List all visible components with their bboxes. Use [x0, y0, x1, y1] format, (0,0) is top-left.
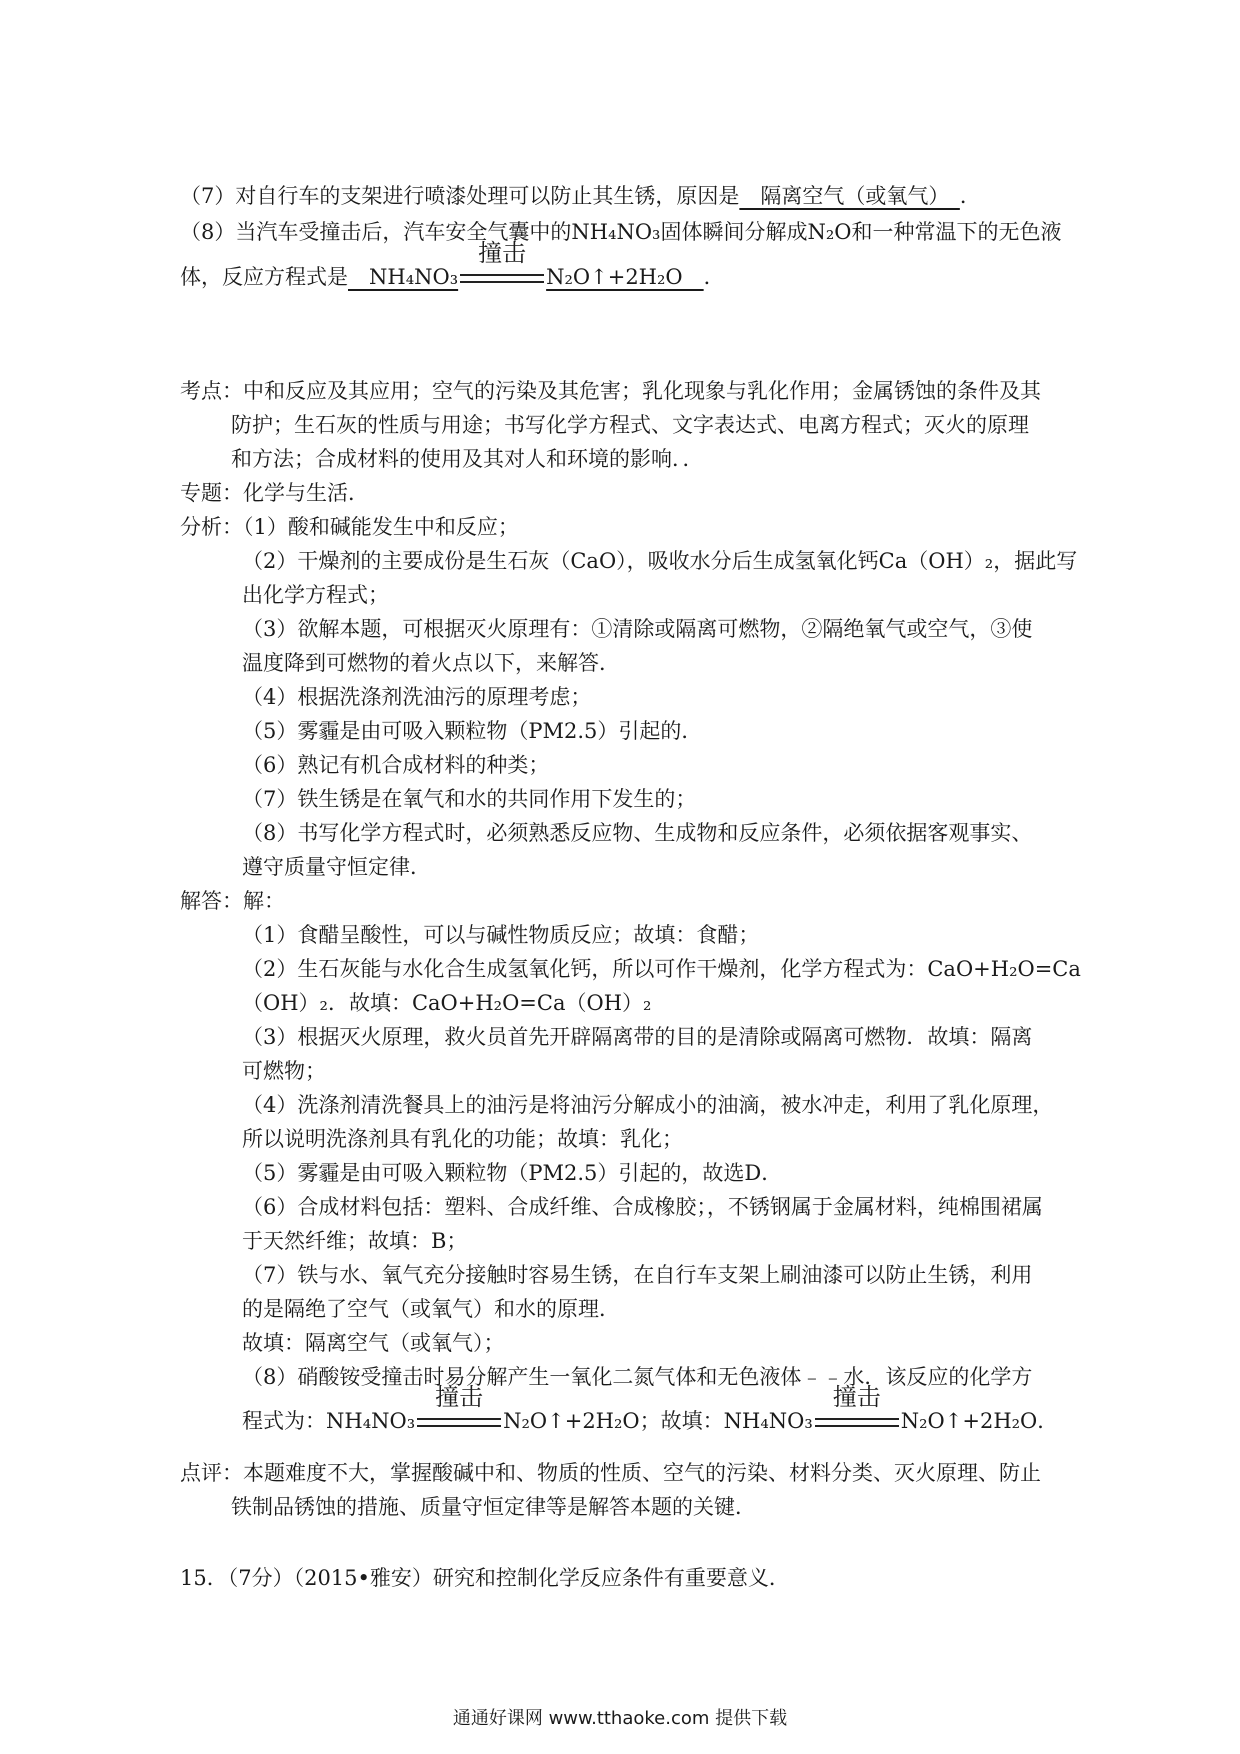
double-bar [417, 1418, 501, 1427]
jieda-equation-arrow-2 [813, 1383, 901, 1435]
zhuanti: 专题：化学与生活． [180, 481, 369, 505]
kaodian-line3: 和方法；合成材料的使用及其对人和环境的影响．． [231, 447, 704, 471]
fenxi-line7: （5）雾霾是由可吸入颗粒物（PM2.5）引起的． [242, 719, 703, 743]
q8-line1: （8）当汽车受撞击后，汽车安全气囊中的NH₄NO₃固体瞬间分解成N₂O和一种常温下的无色液 [180, 220, 1062, 244]
jieda-eq-part-c: N₂O↑+2H₂O． [900, 1409, 1059, 1433]
jieda-line12: （7）铁与水、氧气充分接触时容易生锈，在自行车支架上刷油漆可以防止生锈，利用 [242, 1263, 1033, 1287]
fenxi-line1: 分析：（1）酸和碱能发生中和反应； [180, 515, 519, 539]
jieda-line8: 所以说明洗涤剂具有乳化的功能；故填：乳化； [242, 1127, 683, 1151]
jieda-eq-part-a: 程式为：NH₄NO₃ [242, 1409, 416, 1433]
q8-product: N₂O↑+2H₂O [546, 265, 704, 289]
fenxi-line9: （7）铁生锈是在氧气和水的共同作用下发生的； [242, 787, 697, 811]
jieda-line14: 故填：隔离空气（或氧气）； [242, 1331, 505, 1355]
kaodian-line2: 防护；生石灰的性质与用途；书写化学方程式、文字表达式、电离方程式；灭火的原理 [231, 413, 1029, 437]
double-bar [460, 274, 544, 283]
fenxi-line2: （2）干燥剂的主要成份是生石灰（CaO），吸收水分后生成氢氧化钙Ca（OH）₂，据此写 [242, 549, 1078, 573]
jieda-line5: （3）根据灭火原理，救火员首先开辟隔离带的目的是清除或隔离可燃物．故填：隔离 [242, 1025, 1033, 1049]
jieda-line15: （8）硝酸铵受撞击时易分解产生一氧化二氮气体和无色液体﹣﹣水．该反应的化学方 [242, 1365, 1033, 1389]
q7-answer: 隔离空气（或氧气） [739, 184, 960, 208]
jieda-line3: （2）生石灰能与水化合生成氢氧化钙，所以可作干燥剂，化学方程式为：CaO+H₂O=Ca [242, 957, 1081, 981]
dianping-line1: 点评：本题难度不大，掌握酸碱中和、物质的性质、空气的污染、材料分类、灭火原理、防止 [180, 1461, 1041, 1485]
jieda-line10: （6）合成材料包括：塑料、合成纤维、合成橡胶；，不锈钢属于金属材料，纯棉围裙属 [242, 1195, 1043, 1219]
jieda-line6: 可燃物； [242, 1059, 326, 1083]
q8-reactant: NH₄NO₃ [348, 265, 459, 289]
q8-suffix: ． [703, 265, 725, 289]
q7-suffix: ． [959, 184, 981, 208]
kaodian-line1: 考点：中和反应及其应用；空气的污染及其危害；乳化现象与乳化作用；金属锈蚀的条件及其 [180, 379, 1041, 403]
fenxi-line8: （6）熟记有机合成材料的种类； [242, 753, 550, 777]
fenxi-line3: 出化学方程式； [242, 583, 389, 607]
jieda-condition-2: 撞击 [832, 1383, 881, 1411]
fenxi-line4: （3）欲解本题，可根据灭火原理有：①清除或隔离可燃物，②隔绝氧气或空气，③使 [242, 617, 1033, 641]
jieda-line16 [242, 1383, 1059, 1435]
fenxi-line11: 遵守质量守恒定律． [242, 855, 431, 879]
jieda-line9: （5）雾霾是由可吸入颗粒物（PM2.5）引起的，故选D． [242, 1161, 783, 1185]
jieda-line2: （1）食醋呈酸性，可以与碱性物质反应；故填：食醋； [242, 923, 760, 947]
jieda-line7: （4）洗涤剂清洗餐具上的油污是将油污分解成小的油滴，被水冲走，利用了乳化原理， [242, 1093, 1054, 1117]
q8-condition: 撞击 [478, 239, 527, 267]
page-footer: 通通好课网 www.tthaoke.com 提供下载 [452, 1708, 788, 1729]
fenxi-line6: （4）根据洗涤剂洗油污的原理考虑； [242, 685, 592, 709]
q7-line [180, 182, 981, 210]
double-bar [815, 1418, 899, 1427]
jieda-line11: 于天然纤维；故填：B； [242, 1229, 468, 1253]
question-15: 15．（7分）（2015•雅安）研究和控制化学反应条件有重要意义． [180, 1566, 790, 1590]
jieda-condition-1: 撞击 [435, 1383, 484, 1411]
fenxi-line10: （8）书写化学方程式时，必须熟悉反应物、生成物和反应条件，必须依据客观事实、 [242, 821, 1033, 845]
fenxi-line5: 温度降到可燃物的着火点以下，来解答． [242, 651, 620, 675]
jieda-line4: （OH）₂．故填：CaO+H₂O=Ca（OH）₂ [242, 991, 652, 1015]
q8-prefix: 体，反应方程式是 [180, 265, 348, 289]
jieda-line1: 解答：解： [180, 889, 285, 913]
jieda-line13: 的是隔绝了空气（或氧气）和水的原理． [242, 1297, 620, 1321]
q8-line2 [180, 239, 725, 291]
q7-prefix: （7）对自行车的支架进行喷漆处理可以防止其生锈，原因是 [180, 184, 740, 208]
dianping-line2: 铁制品锈蚀的措施、质量守恒定律等是解答本题的关键． [231, 1495, 756, 1519]
q8-equation-arrow [458, 239, 546, 291]
jieda-eq-part-b: N₂O↑+2H₂O；故填：NH₄NO₃ [503, 1409, 813, 1433]
jieda-equation-arrow-1 [415, 1383, 503, 1435]
